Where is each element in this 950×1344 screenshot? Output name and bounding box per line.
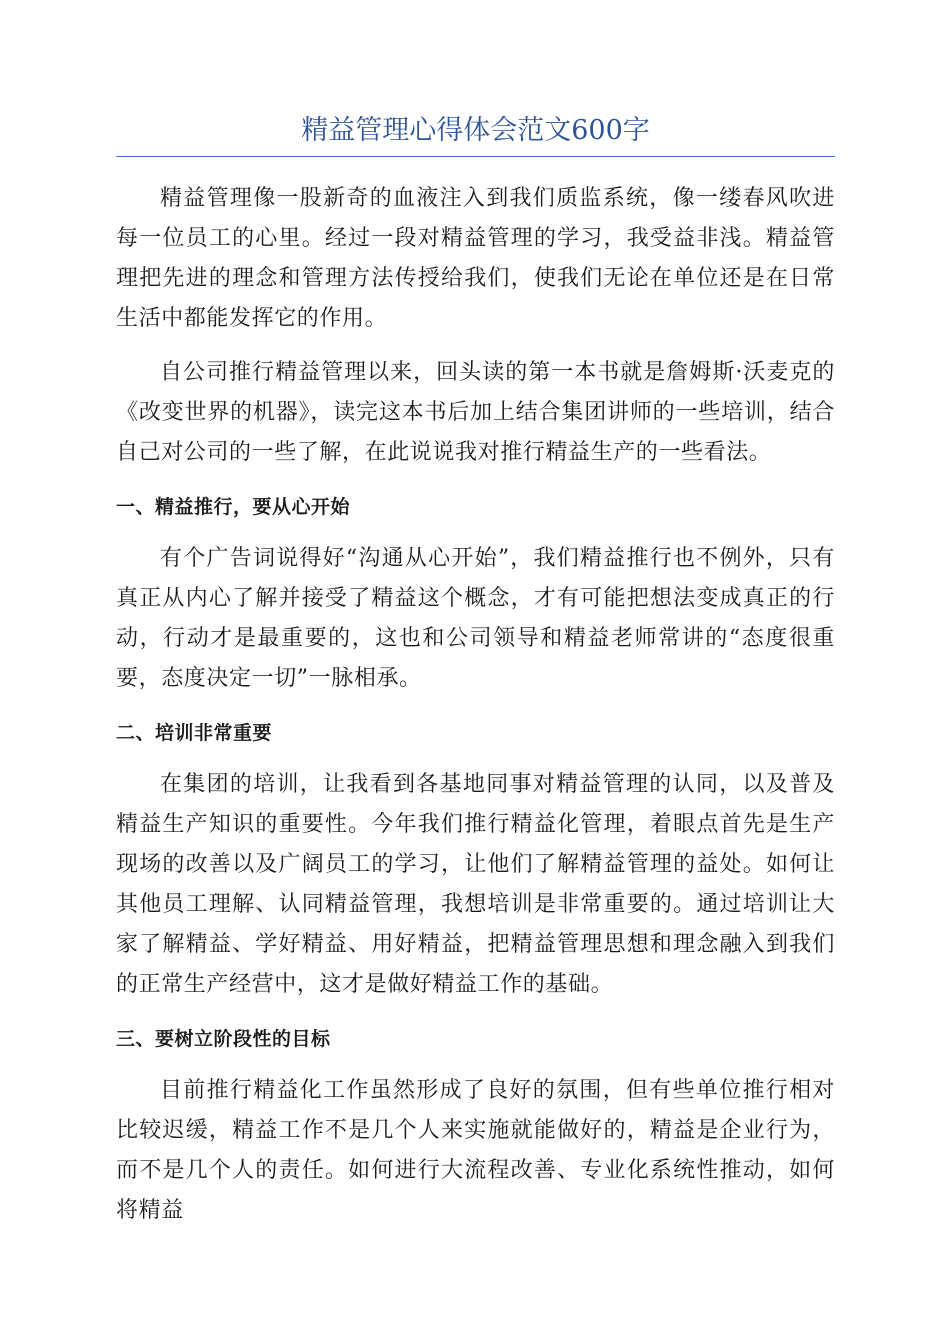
- section-heading-2: 二、培训非常重要: [116, 722, 273, 744]
- section-heading-1: 一、精益推行，要从心开始: [116, 496, 351, 518]
- intro-paragraph-1: 精益管理像一股新奇的血液注入到我们质监系统，像一缕春风吹进每一位员工的心里。经过一段对精益管理的学习，我受益非浅。精益管理把先进的理念和管理方法传授给我们，使我们无论在单位还是在日常生活中都能发挥它的作用。: [116, 186, 835, 331]
- document-body: [116, 179, 835, 1231]
- section-paragraph-3: 目前推行精益化工作虽然形成了良好的氛围，但有些单位推行相对比较迟缓，精益工作不是几个人来实施就能做好的，精益是企业行为，而不是几个人的责任。如何进行大流程改善、专业化系统性推动，如何将精益: [116, 1078, 835, 1223]
- section-paragraph-1: 有个广告词说得好“沟通从心开始”，我们精益推行也不例外，只有真正从内心了解并接受了精益这个概念，才有可能把想法变成真正的行动，行动才是最重要的，这也和公司领导和精益老师常讲的“态度很重要，态度决定一切”一脉相承。: [116, 546, 835, 691]
- section-paragraph-2: 在集团的培训，让我看到各基地同事对精益管理的认同，以及普及精益生产知识的重要性。今年我们推行精益化管理，着眼点首先是生产现场的改善以及广阔员工的学习，让他们了解精益管理的益处。如何让其他员工理解、认同精益管理，我想培训是非常重要的。通过培训让大家了解精益、学好精益、用好精益，把精益管理思想和理念融入到我们的正常生产经营中，这才是做好精益工作的基础。: [116, 772, 835, 997]
- document-page: [116, 112, 835, 1231]
- document-title: 精益管理心得体会范文600字: [116, 112, 835, 157]
- section-heading-3: 三、要树立阶段性的目标: [116, 1028, 331, 1050]
- intro-paragraph-2: 自公司推行精益管理以来，回头读的第一本书就是詹姆斯·沃麦克的《改变世界的机器》，读完这本书后加上结合集团讲师的一些培训，结合自己对公司的一些了解，在此说说我对推行精益生产的一些看法。: [116, 360, 835, 465]
